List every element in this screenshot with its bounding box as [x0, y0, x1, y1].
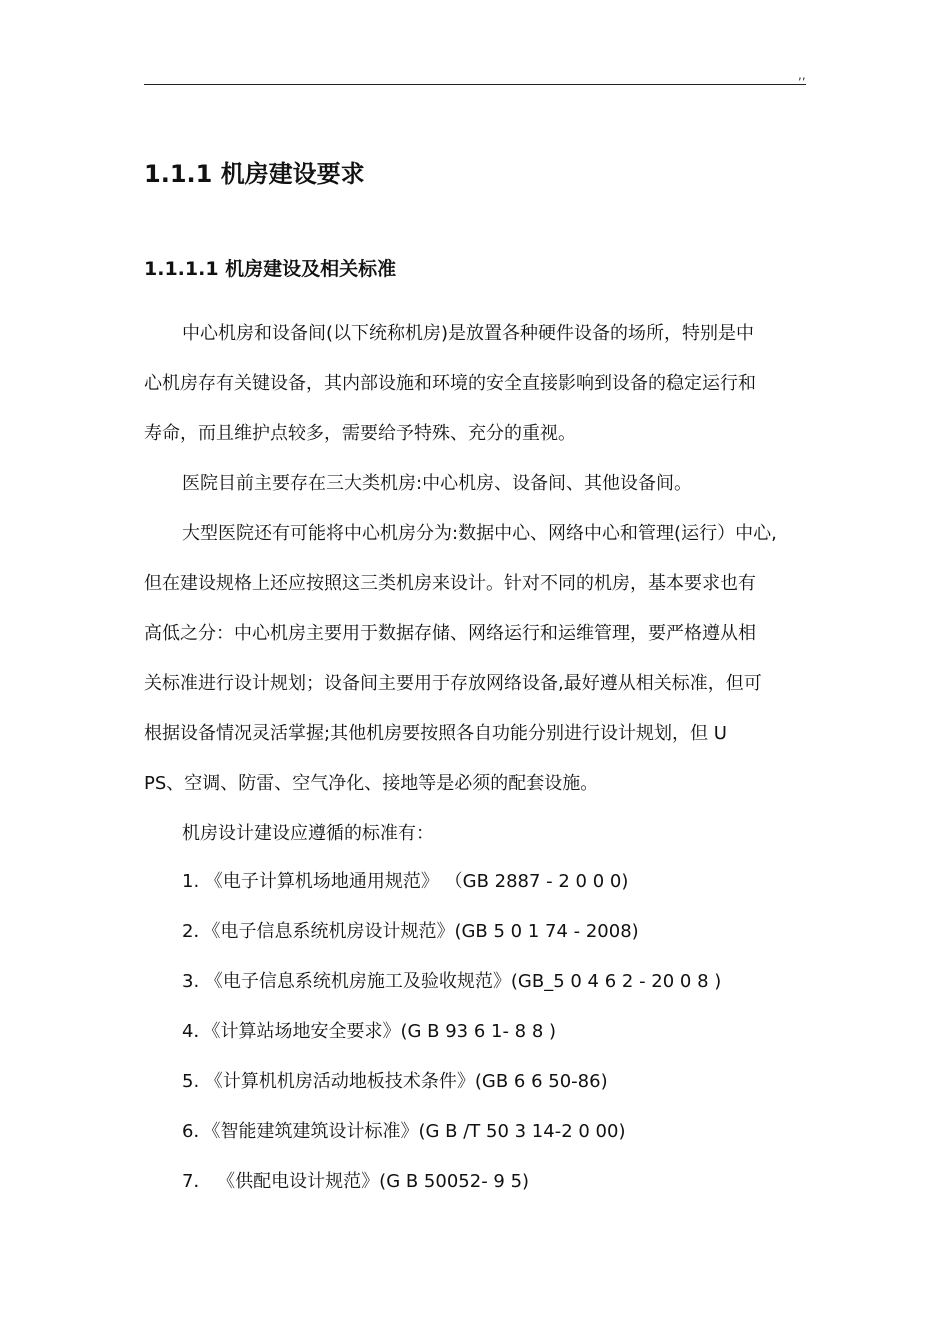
- paragraph-line: 机房设计建设应遵循的标准有：: [182, 823, 434, 844]
- paragraph-line: 中心机房和设备间(以下统称机房)是放置各种硬件设备的场所，特别是中: [182, 323, 755, 344]
- standard-item: 2．《电子信息系统机房设计规范》(GB 5 0 1 74 - 2008): [182, 921, 639, 942]
- standard-item: 5. 《计算机机房活动地板技术条件》(GB 6 6 50-86): [182, 1071, 608, 1092]
- standard-item: 3. 《电子信息系统机房施工及验收规范》(GB_5 0 4 6 2 - 20 0 8 ): [182, 971, 722, 992]
- standard-item: 1. 《电子计算机场地通用规范》 （GB 2887 - 2 0 0 0): [182, 871, 629, 892]
- paragraph-line: 高低之分：中心机房主要用于数据存储、网络运行和运维管理，要严格遵从相: [144, 623, 756, 644]
- paragraph-line: 心机房存有关键设备，其内部设施和环境的安全直接影响到设备的稳定运行和: [144, 373, 756, 394]
- paragraph-line: 寿命，而且维护点较多，需要给予特殊、充分的重视。: [144, 423, 576, 444]
- paragraph-line: 大型医院还有可能将中心机房分为:数据中心、网络中心和管理(运行）中心,: [182, 523, 777, 544]
- standard-item: 7． 《供配电设计规范》(G B 50052- 9 5): [182, 1171, 530, 1192]
- section-title: 1.1.1 机房建设要求: [144, 160, 365, 188]
- header-rule: [144, 84, 806, 85]
- subsection-title: 1.1.1.1 机房建设及相关标准: [144, 258, 397, 280]
- paragraph-line: 但在建设规格上还应按照这三类机房来设计。针对不同的机房，基本要求也有: [144, 573, 756, 594]
- header-mark: ,,: [798, 68, 806, 82]
- paragraph-line: 医院目前主要存在三大类机房:中心机房、设备间、其他设备间。: [182, 473, 693, 494]
- standard-item: 6．《智能建筑建筑设计标准》(G B /T 50 3 14-2 0 00): [182, 1121, 626, 1142]
- paragraph-line: 根据设备情况灵活掌握;其他机房要按照各自功能分别进行设计规划，但 U: [144, 723, 727, 744]
- standard-item: 4．《计算站场地安全要求》(G B 93 6 1- 8 8 ): [182, 1021, 557, 1042]
- paragraph-line: PS、空调、防雷、空气净化、接地等是必须的配套设施。: [144, 773, 599, 794]
- paragraph-line: 关标准进行设计规划；设备间主要用于存放网络设备,最好遵从相关标准，但可: [144, 673, 762, 694]
